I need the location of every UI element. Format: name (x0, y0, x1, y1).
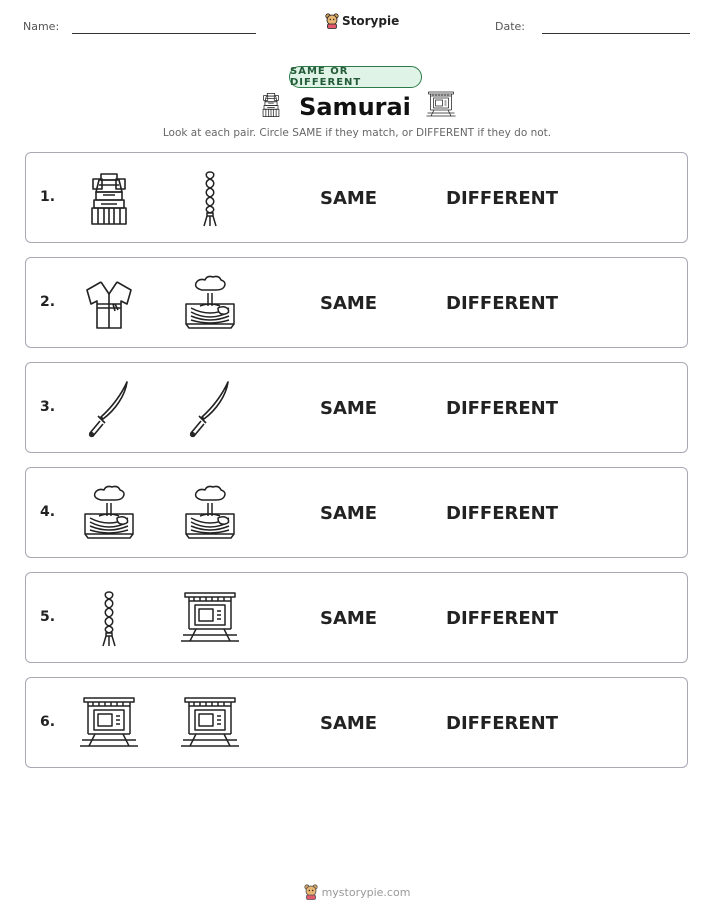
different-option[interactable]: DIFFERENT (446, 608, 559, 629)
zen-garden-icon (180, 484, 240, 544)
same-option[interactable]: SAME (320, 713, 378, 734)
braid-icon (79, 589, 139, 649)
instructions: Look at each pair. Circle SAME if they match, or DIFFERENT if they do not. (162, 127, 552, 139)
bear-mascot-icon (325, 13, 339, 29)
zen-garden-icon (180, 274, 240, 334)
different-option[interactable]: DIFFERENT (446, 713, 559, 734)
dojo-gate-icon (180, 589, 240, 649)
different-option[interactable]: DIFFERENT (446, 398, 559, 419)
row-number: 2. (40, 294, 56, 310)
same-option[interactable]: SAME (320, 503, 378, 524)
pair-row-5 (25, 572, 688, 663)
pair-row-4 (25, 467, 688, 558)
katana-icon (180, 379, 240, 439)
pair-row-1 (25, 152, 688, 243)
name-line[interactable] (72, 33, 256, 34)
dojo-gate-icon (425, 90, 457, 124)
brand-logo (325, 13, 399, 29)
row-number: 4. (40, 504, 56, 520)
samurai-armor-icon (79, 169, 139, 229)
pair-row-3 (25, 362, 688, 453)
different-option[interactable]: DIFFERENT (446, 503, 559, 524)
bear-mascot-icon (304, 884, 318, 900)
title-row (0, 90, 714, 124)
dojo-gate-icon (180, 694, 240, 754)
same-option[interactable]: SAME (320, 398, 378, 419)
brand-name: Storypie (342, 14, 400, 28)
date-label: Date: (495, 20, 525, 33)
name-label: Name: (23, 20, 60, 33)
row-number: 6. (40, 714, 56, 730)
different-option[interactable]: DIFFERENT (446, 188, 559, 209)
kimono-icon (79, 274, 139, 334)
footer (0, 884, 714, 900)
pair-row-6 (25, 677, 688, 768)
footer-url[interactable]: mystorypie.com (321, 885, 411, 899)
row-number: 3. (40, 399, 56, 415)
page-title: Samurai (299, 93, 411, 121)
worksheet-type-badge: SAME OR DIFFERENT (289, 66, 422, 88)
same-option[interactable]: SAME (320, 188, 378, 209)
pair-row-2 (25, 257, 688, 348)
same-option[interactable]: SAME (320, 608, 378, 629)
row-number: 1. (40, 189, 56, 205)
same-option[interactable]: SAME (320, 293, 378, 314)
samurai-armor-icon (257, 90, 285, 124)
row-number: 5. (40, 609, 56, 625)
date-line[interactable] (542, 33, 690, 34)
braid-icon (180, 169, 240, 229)
katana-icon (79, 379, 139, 439)
dojo-gate-icon (79, 694, 139, 754)
different-option[interactable]: DIFFERENT (446, 293, 559, 314)
zen-garden-icon (79, 484, 139, 544)
